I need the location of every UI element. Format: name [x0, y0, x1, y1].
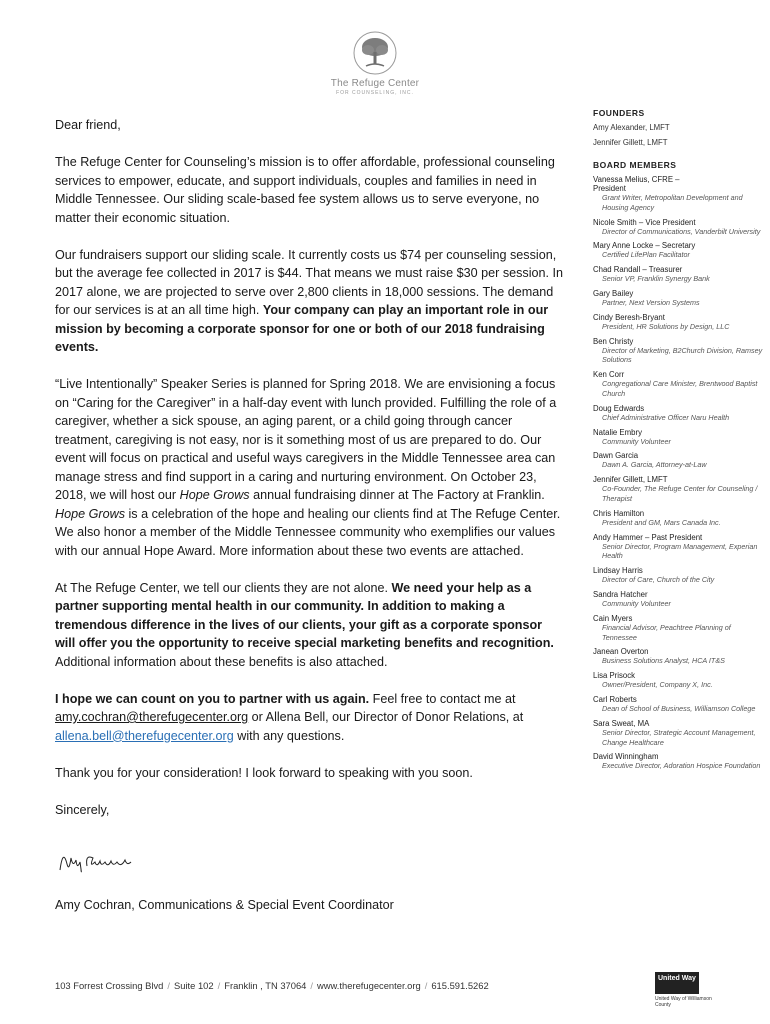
- united-way-logo: [655, 972, 715, 1008]
- member-role: Senior Director, Program Management, Experian Health: [602, 541, 758, 561]
- board-member: [593, 218, 763, 237]
- united-way-caption: United Way of Williamson County: [655, 996, 712, 1008]
- member-name: David Winningham: [593, 752, 659, 762]
- board-member: [593, 451, 763, 470]
- founder-item: Amy Alexander, LMFT: [593, 123, 670, 132]
- member-name: Andy Hammer – Past President: [593, 532, 703, 542]
- member-role: Senior Director, Strategic Account Management, Change Healthcare: [602, 727, 756, 747]
- email-link-amy[interactable]: amy.cochran@therefugecenter.org: [55, 710, 249, 724]
- united-way-badge: United Way: [655, 972, 699, 994]
- text: Our fundraisers support our sliding scale. It currently costs us $74 per counseling session, but the average fee collected in 2017 is $44. That means we must raise $30 per session. In 2017 alone, we are projected to serve over 2,800 clients in 18,000 sessions. The demand for our services is at an all time high.: [55, 247, 564, 317]
- member-name: Mary Anne Locke – Secretary: [593, 241, 696, 251]
- member-role: Chief Administrative Officer Naru Health: [602, 412, 730, 422]
- member-role: Dean of School of Business, Williamson College: [602, 703, 756, 713]
- board-member: [593, 193, 763, 213]
- member-role: Community Volunteer: [602, 436, 671, 446]
- member-name: Chris Hamilton: [593, 508, 645, 518]
- bold-text: I hope we can count on you to partner with us again.: [55, 691, 370, 706]
- member-name: Lisa Prisock: [593, 671, 636, 681]
- text: or Allena Bell, our Director of Donor Relations, at: [251, 710, 524, 724]
- suite: Suite 102: [174, 980, 214, 991]
- member-name: Nicole Smith – Vice President: [593, 217, 696, 227]
- email-link-allena[interactable]: allena.bell@therefugecenter.org: [55, 728, 234, 743]
- founders-title: FOUNDERS: [593, 108, 645, 118]
- bold-text: We need your help as a partner supporting mental health in our community. In addition to making a tremendous difference in the lives of our clients, your gift as a corporate sponsor will offer you the opportunity to receive special marketing benefits and recognition.: [55, 580, 554, 650]
- member-role: Community Volunteer: [602, 598, 671, 608]
- member-name: Doug Edwards: [593, 403, 645, 413]
- paragraph-partner: [55, 579, 565, 672]
- member-name: Sandra Hatcher: [593, 589, 648, 599]
- footer-address: 103 Forrest Crossing Blvd / Suite 102 / Franklin , TN 37064 / www.therefugecenter.org / 615.591.5262: [55, 980, 489, 991]
- member-role: Certified LifePlan Facilitator: [602, 250, 690, 260]
- text: with any questions.: [237, 728, 345, 743]
- board-member: [593, 337, 763, 366]
- board-member: [593, 719, 763, 748]
- member-role: Dawn A. Garcia, Attorney-at-Law: [602, 460, 707, 470]
- board-member: [593, 175, 763, 193]
- member-name: Sara Sweat, MA: [593, 718, 650, 728]
- board-member: [593, 313, 763, 332]
- member-role: Senior VP, Franklin Synergy Bank: [602, 274, 710, 284]
- board-member: [593, 671, 763, 690]
- phone: 615.591.5262: [431, 980, 489, 991]
- closing: Sincerely,: [55, 802, 110, 817]
- member-role: Owner/President, Company X, Inc.: [602, 680, 713, 690]
- board-title: BOARD MEMBERS: [593, 160, 677, 170]
- member-role: Co-Founder, The Refuge Center for Counseling / Therapist: [602, 484, 758, 503]
- paragraph-fundraisers: [55, 246, 565, 357]
- text: At The Refuge Center, we tell our clients they are not alone.: [55, 580, 388, 595]
- member-name: Vanessa Melius, CFRE –: [593, 175, 680, 184]
- text: Additional information about these benefits is also attached.: [55, 654, 388, 669]
- text: Feel free to contact me at: [372, 691, 516, 706]
- paragraph-contact: [55, 690, 565, 746]
- board-member: [593, 428, 763, 447]
- member-role: President and GM, Mars Canada Inc.: [602, 517, 721, 527]
- board-member: [593, 370, 763, 399]
- member-name: Lindsay Harris: [593, 566, 643, 576]
- event-name: Hope Grows: [55, 506, 125, 521]
- paragraph-mission: The Refuge Center for Counseling’s mission is to offer affordable, professional counseling services to empower, educate, and support individuals, couples and families in need in Middle Tennessee. Our sliding scale-based fee system allows us to serve everyone, no matter their economic situation.: [55, 155, 555, 225]
- board-member: [593, 509, 763, 528]
- board-member: [593, 614, 763, 643]
- member-name: Jennifer Gillett, LMFT: [593, 475, 668, 485]
- refuge-center-logo: [320, 30, 430, 96]
- member-role: Financial Advisor, Peachtree Planning of Tennessee: [602, 622, 731, 642]
- signature-image: [55, 840, 135, 880]
- member-name: Cindy Beresh-Bryant: [593, 312, 665, 322]
- board-member: [593, 590, 763, 609]
- member-title: President: [593, 184, 626, 193]
- logo-name: The Refuge Center: [330, 78, 420, 89]
- board-member: [593, 695, 763, 714]
- board-member: [593, 265, 763, 284]
- board-member: [593, 475, 763, 504]
- board-member: [593, 752, 763, 771]
- member-role: Director of Care, Church of the City: [602, 575, 715, 585]
- logo-subtitle: FOR COUNSELING, INC.: [336, 90, 414, 96]
- member-role: Executive Director, Adoration Hospice Foundation: [602, 761, 761, 771]
- street-address: 103 Forrest Crossing Blvd: [55, 980, 164, 991]
- member-role: Director of Communications, Vanderbilt University: [602, 226, 761, 236]
- text: is a celebration of the hope and healing our clients find at The Refuge Center. We also honor a member of the Middle Tennessee community who exemplifies our values with our annual Hope Award. More information about these two events are attached.: [55, 506, 561, 558]
- text: “Live Intentionally” Speaker Series is planned for Spring 2018. We are envisioning a focus on “Caring for the Caregiver” in a half-day event with lunch provided. Fulfilling the role of a caregiver, whether a sick spouse, an aging parent, or a child going through cancer treatment, caregiving is not easy, nor is it something most of us are prepared to do. Our event will focus on practical and useful ways caregivers in the Middle Tennessee area can manage stress and find support in a caring and nurturing environment. On October 23, 2018, we will host our: [55, 377, 557, 502]
- board-member: [593, 404, 763, 423]
- website-link[interactable]: www.therefugecenter.org: [317, 980, 421, 991]
- member-name: Ken Corr: [593, 370, 625, 380]
- member-name: Cain Myers: [593, 613, 633, 623]
- member-role: Partner, Next Version Systems: [602, 297, 700, 307]
- letter-body: [55, 116, 565, 838]
- member-name: Chad Randall – Treasurer: [593, 265, 683, 275]
- board-member: [593, 289, 763, 308]
- paragraph-events: [55, 375, 565, 560]
- member-role: Congregational Care Minister, Brentwood Baptist Church: [602, 379, 758, 398]
- paragraph-thanks: Thank you for your consideration! I look forward to speaking with you soon.: [55, 765, 473, 780]
- city: Franklin , TN 37064: [224, 980, 307, 991]
- bold-text: Your company can play an important role in our mission by becoming a corporate sponsor for one or both of our 2018 fundraising events.: [55, 303, 549, 354]
- member-name: Dawn Garcia: [593, 451, 639, 461]
- member-name: Ben Christy: [593, 336, 634, 346]
- signer-name: Amy Cochran, Communications & Special Event Coordinator: [55, 898, 394, 912]
- board-member: [593, 566, 763, 585]
- member-role: President, HR Solutions by Design, LLC: [602, 321, 730, 331]
- member-name: Natalie Embry: [593, 427, 642, 437]
- founder-item: Jennifer Gillett, LMFT: [593, 138, 668, 147]
- member-role: Grant Writer, Metropolitan Development and Housing Agency: [602, 193, 743, 212]
- text: annual fundraising dinner at The Factory at Franklin.: [253, 488, 545, 502]
- tree-icon: [352, 30, 398, 76]
- sidebar-board-list: [593, 108, 763, 776]
- event-name: Hope Grows: [179, 488, 250, 502]
- member-role: Director of Marketing, B2Church Division, Ramsey Solutions: [602, 345, 763, 365]
- greeting: Dear friend,: [55, 118, 121, 132]
- board-member: [593, 647, 763, 666]
- member-name: Janean Overton: [593, 647, 649, 657]
- board-member: [593, 533, 763, 562]
- member-name: Gary Bailey: [593, 288, 634, 298]
- member-name: Carl Roberts: [593, 694, 637, 704]
- board-member: [593, 241, 763, 260]
- member-role: Business Solutions Analyst, HCA IT&S: [602, 656, 725, 666]
